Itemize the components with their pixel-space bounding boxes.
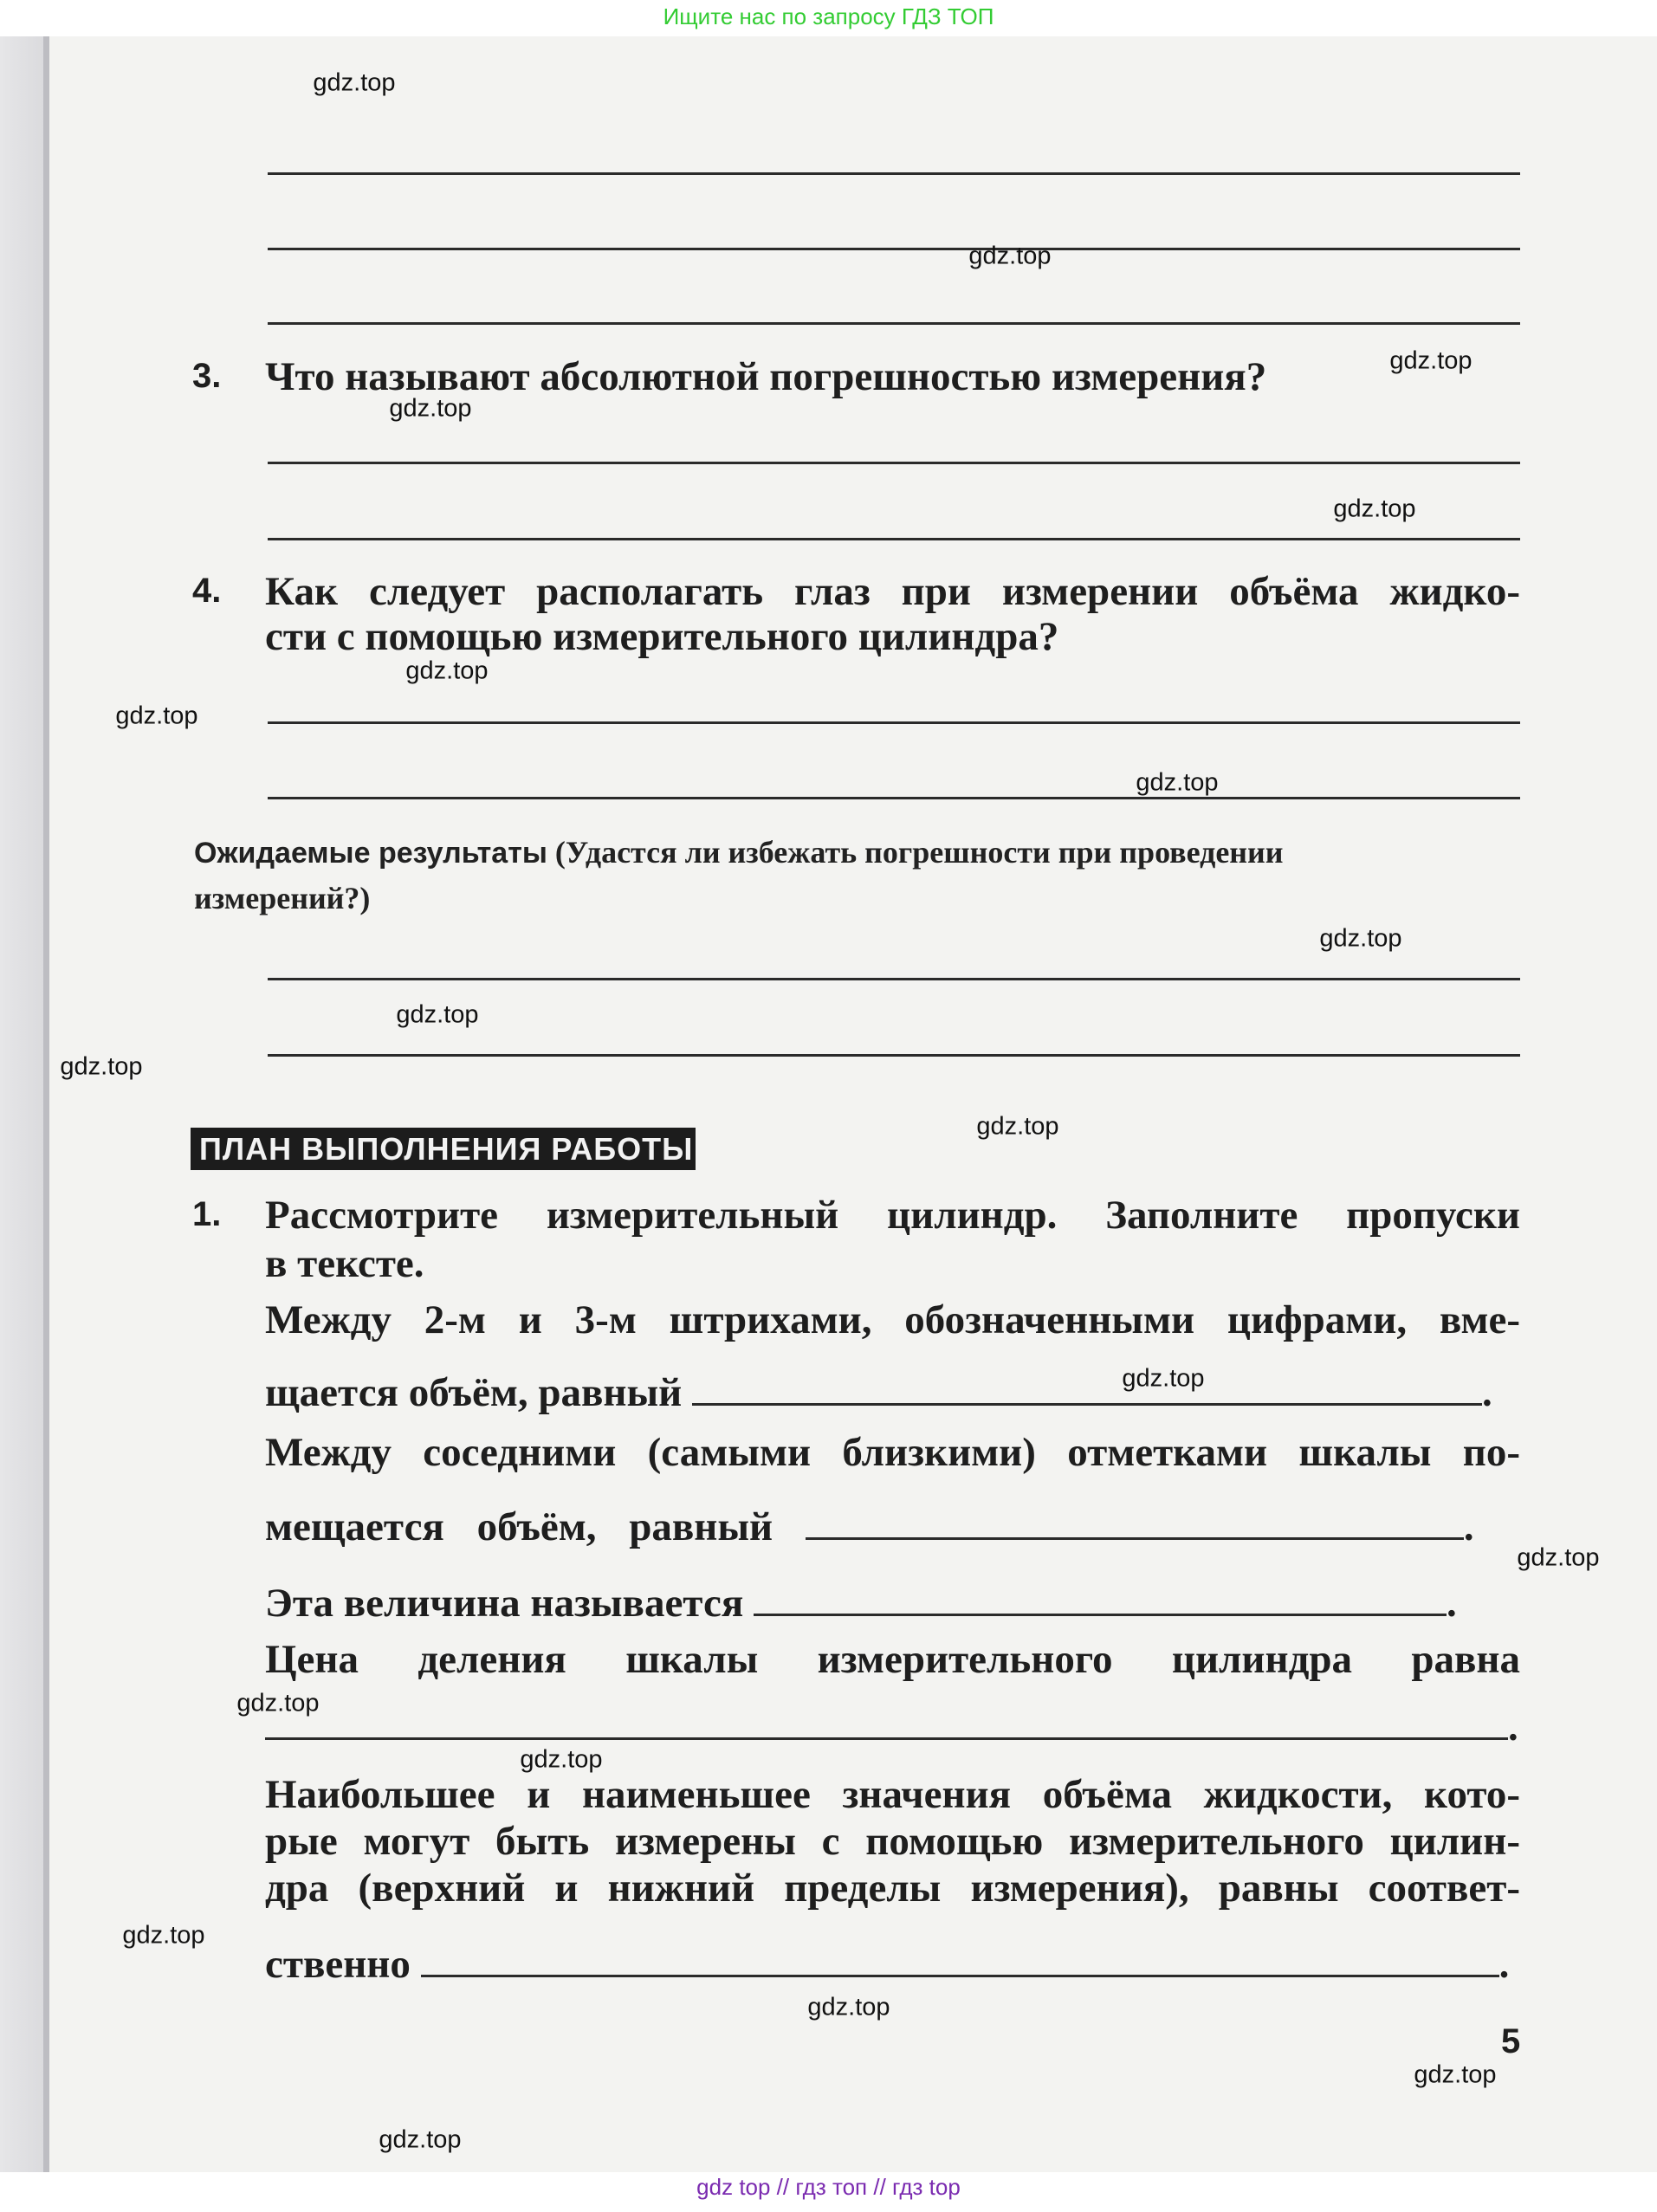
page-spine	[43, 36, 49, 2172]
search-banner[interactable]: Ищите нас по запросу ГДЗ ТОП	[663, 3, 994, 29]
answer-line[interactable]	[268, 1054, 1520, 1057]
plan-fill-row	[265, 1579, 1457, 1627]
plan-line: Наибольшее и наименьшее значения объёма жидкости, кото-	[265, 1772, 1520, 1817]
plan-line: рые могут быть измерены с помощью измерительного цилин-	[265, 1819, 1520, 1864]
watermark: gdz.top	[379, 2125, 462, 2154]
question-4-line2: сти с помощью измерительного цилиндра?	[265, 614, 1059, 659]
answer-line[interactable]	[268, 322, 1520, 325]
watermark: gdz.top	[1319, 924, 1402, 953]
watermark: gdz.top	[1122, 1364, 1205, 1393]
watermark: gdz.top	[122, 1921, 205, 1950]
expected-results-text: (Удастся ли избежать погрешности при проведении	[547, 835, 1284, 870]
watermark: gdz.top	[60, 1052, 143, 1081]
watermark: gdz.top	[1414, 2060, 1497, 2089]
plan-fill-row	[265, 1703, 1518, 1751]
plan-header: ПЛАН ВЫПОЛНЕНИЯ РАБОТЫ	[191, 1128, 696, 1170]
blank-volume-between-marks[interactable]	[806, 1503, 1464, 1540]
question-4-line1: Как следует располагать глаз при измерении объёма жидко-	[265, 569, 1520, 614]
blank-scale-division[interactable]	[265, 1703, 1508, 1740]
expected-results	[194, 830, 1521, 922]
plan-fill-row	[265, 1940, 1509, 1989]
watermark: gdz.top	[405, 656, 489, 685]
answer-line[interactable]	[268, 797, 1520, 799]
page-number: 5	[1501, 2022, 1521, 2060]
blank-measurement-limits[interactable]	[421, 1940, 1499, 1977]
watermark: gdz.top	[313, 68, 396, 97]
watermark: gdz.top	[968, 242, 1052, 270]
period: .	[1447, 1581, 1457, 1626]
plan-line: Цена деления шкалы измерительного цилиндра равна	[265, 1637, 1520, 1682]
plan-line: щается объём, равный	[265, 1370, 683, 1415]
plan-line: ственно	[265, 1942, 411, 1987]
blank-volume-between-numbers[interactable]	[692, 1368, 1482, 1406]
plan-line: Рассмотрите измерительный цилиндр. Заполните пропуски	[265, 1193, 1520, 1238]
period: .	[1508, 1704, 1518, 1750]
watermark: gdz.top	[520, 1745, 603, 1774]
plan-line: дра (верхний и нижний пределы измерения), равны соответ-	[265, 1866, 1520, 1911]
expected-results-text-cont: измерений?)	[194, 881, 371, 915]
watermark: gdz.top	[976, 1112, 1059, 1141]
period: .	[1481, 1370, 1492, 1415]
expected-results-title: Ожидаемые результаты	[194, 837, 547, 870]
plan-fill-row	[265, 1368, 1492, 1417]
watermark: gdz.top	[1389, 346, 1473, 375]
watermark: gdz.top	[396, 1000, 479, 1029]
question-number: 4.	[192, 572, 222, 610]
plan-line: Между 2-м и 3-м штрихами, обозначенными цифрами, вме-	[265, 1297, 1520, 1342]
watermark: gdz.top	[1517, 1543, 1600, 1572]
plan-line: в тексте.	[265, 1241, 424, 1286]
watermark: gdz.top	[1136, 768, 1219, 797]
watermark: gdz.top	[389, 394, 472, 423]
plan-line: Между соседними (самыми близкими) отметками шкалы по-	[265, 1430, 1520, 1475]
plan-line: мещается объём, равный	[265, 1504, 773, 1549]
period: .	[1463, 1504, 1474, 1549]
question-3-text: Что называют абсолютной погрешностью измерения?	[265, 354, 1267, 399]
page-edge	[0, 36, 49, 2172]
watermark: gdz.top	[115, 702, 198, 730]
answer-line[interactable]	[268, 172, 1520, 175]
watermark: gdz.top	[236, 1689, 320, 1717]
question-number: 3.	[192, 357, 222, 395]
blank-quantity-name[interactable]	[754, 1579, 1447, 1616]
plan-item-number: 1.	[192, 1195, 222, 1233]
answer-line[interactable]	[268, 538, 1520, 540]
watermark: gdz.top	[1333, 495, 1416, 523]
plan-line: Эта величина называется	[265, 1581, 744, 1626]
answer-line[interactable]	[268, 721, 1520, 724]
answer-line[interactable]	[268, 248, 1520, 250]
answer-line[interactable]	[268, 462, 1520, 464]
period: .	[1498, 1942, 1510, 1987]
answer-line[interactable]	[268, 978, 1520, 980]
watermark: gdz.top	[807, 1993, 890, 2021]
plan-fill-row	[265, 1503, 1474, 1551]
footer-links[interactable]: gdz top // гдз топ // гдз top	[696, 2174, 961, 2200]
